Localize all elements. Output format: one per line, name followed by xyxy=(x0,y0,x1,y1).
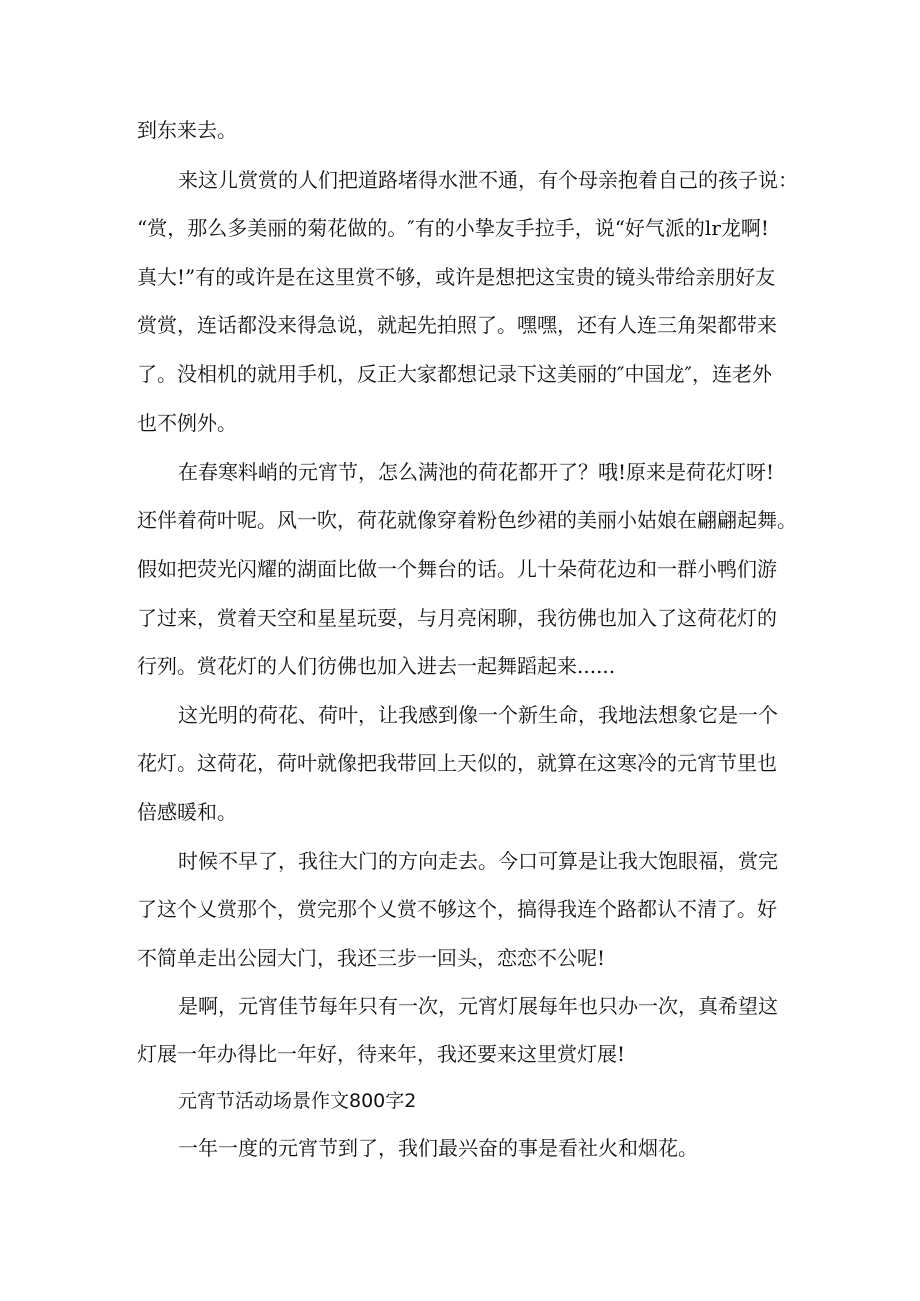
text-line: 这光明的荷花、荷叶，让我感到像一个新生命，我地法想象它是一个 xyxy=(178,703,778,727)
text-line: 到东来去。 xyxy=(137,118,237,142)
text-line: 一年一度的元宵节到了，我们最兴奋的事是看社火和烟花。 xyxy=(178,1136,698,1160)
text-line: 行列。赏花灯的人们彷佛也加入进去一起舞蹈起来...... xyxy=(137,654,616,678)
text-line: 也不例外。 xyxy=(137,411,237,435)
text-line: 花灯。这荷花，荷叶就像把我带回上天似的，就算在这寒冷的元宵节里也 xyxy=(137,751,777,775)
text-line: 真大!”有的或许是在这里赏不够，或许是想把这宝贵的镜头带给亲朋好友 xyxy=(137,265,776,289)
text-line: 了。没相机的就用手机，反正大家都想记录下这美丽的″中国龙″，连老外 xyxy=(137,362,772,386)
text-line: 假如把荧光闪耀的湖面比做一个舞台的话。儿十朵荷花边和一群小鸭们游 xyxy=(137,557,777,581)
text-line: 还伴着荷叶呢。风一吹，荷花就像穿着粉色纱裙的美丽小姑娘在翩翩起舞。 xyxy=(137,508,797,532)
section-heading: 元宵节活动场景作文800字2 xyxy=(178,1090,417,1112)
text-line: 倍感暖和。 xyxy=(137,800,237,824)
text-line: 赏赏，连话都没来得急说，就起先拍照了。嘿嘿，还有人连三角架都带来 xyxy=(137,313,777,337)
text-line: 在春寒料峭的元宵节，怎么满池的荷花都开了？哦!原来是荷花灯呀! xyxy=(178,460,775,484)
text-line: 时候不早了，我往大门的方向走去。今口可算是让我大饱眼福，赏完 xyxy=(178,849,778,873)
text-line: 了过来，赏着天空和星星玩耍，与月亮闲聊，我彷佛也加入了这荷花灯的 xyxy=(137,606,777,630)
text-line: 不简单走出公园大门，我还三步一回头，恋恋不公呢! xyxy=(137,946,606,970)
text-line: 灯展一年办得比一年好，待来年，我还要来这里赏灯展! xyxy=(137,1042,626,1066)
text-line: 来这儿赏赏的人们把道路堵得水泄不通，有个母亲抱着自己的孩子说： xyxy=(178,168,798,192)
text-line: 了这个乂赏那个，赏完那个乂赏不够这个，搞得我连个路都认不清了。好 xyxy=(137,897,777,921)
text-line: 是啊，元宵佳节每年只有一次，元宵灯展每年也只办一次，真希望这 xyxy=(178,994,778,1018)
text-line: “赏，那么多美丽的菊花做的。″有的小挚友手拉手，说“好气派的lr龙啊! xyxy=(137,216,769,240)
